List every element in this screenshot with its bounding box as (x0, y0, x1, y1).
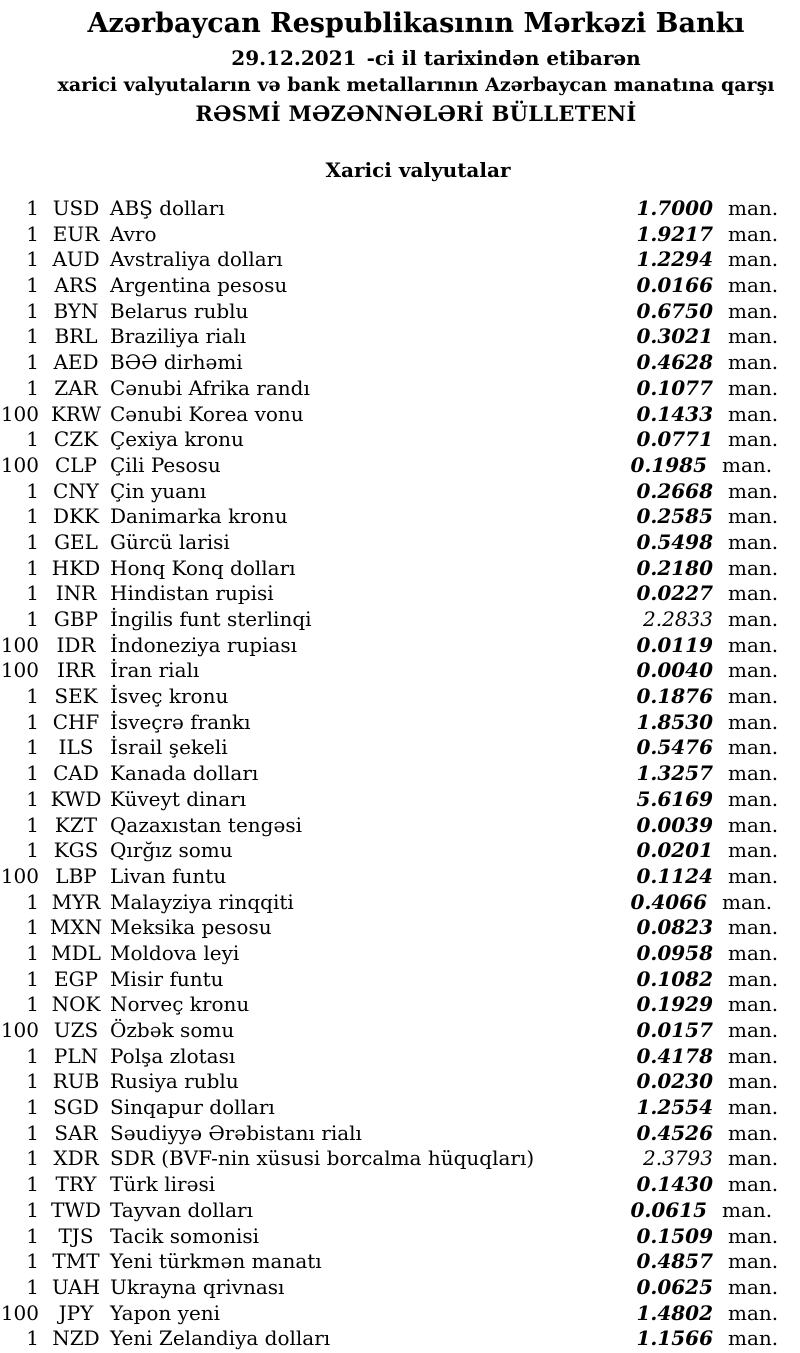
page-title: Azərbaycan Respublikasının Mərkəzi Bankı (87, 8, 745, 39)
quantity: 1 (26, 1146, 39, 1171)
rate-value: 1.2554 (636, 1095, 713, 1120)
rate-value: 0.0625 (636, 1274, 713, 1299)
quantity: 1 (26, 786, 39, 811)
exchange-rates-table (0, 196, 800, 1352)
currency-name: BƏƏ dirhəmi (110, 350, 243, 375)
unit-label: man. (722, 452, 773, 477)
quantity: 1 (26, 735, 39, 760)
currency-code: JPY (58, 1300, 94, 1325)
unit-label: man. (728, 221, 779, 246)
quantity: 1 (26, 1172, 39, 1197)
rate-row (0, 453, 800, 479)
quantity: 1 (26, 838, 39, 863)
quantity: 1 (26, 812, 39, 837)
currency-code: MXN (49, 915, 103, 940)
currency-name: Kanada dolları (110, 761, 259, 786)
unit-label: man. (728, 863, 779, 888)
rate-value: 0.2180 (636, 555, 713, 580)
rate-row (0, 299, 800, 325)
rate-value: 0.1124 (636, 863, 713, 888)
unit-label: man. (722, 889, 773, 914)
rate-value: 1.9217 (636, 221, 713, 246)
unit-label: man. (728, 581, 779, 606)
currency-name: Türk lirəsi (110, 1172, 216, 1197)
rate-row (0, 530, 800, 556)
unit-label: man. (728, 1172, 779, 1197)
currency-name: ABŞ dolları (110, 196, 225, 220)
rate-row (0, 658, 800, 684)
currency-code: TWD (51, 1197, 101, 1222)
rate-row (0, 710, 800, 736)
currency-name: Braziliya rialı (110, 324, 247, 349)
quantity: 1 (26, 684, 39, 709)
rate-value: 0.0771 (636, 427, 713, 452)
rate-value: 0.0119 (636, 632, 713, 657)
quantity: 1 (26, 478, 39, 503)
currency-name: İran rialı (110, 658, 200, 683)
effective-date: 29.12.2021 (231, 46, 357, 70)
currency-name: Malayziya rinqqiti (110, 889, 294, 914)
rate-value: 1.8530 (636, 709, 713, 734)
unit-label: man. (728, 350, 779, 375)
currency-name: Çexiya kronu (110, 427, 244, 452)
quantity: 1 (26, 581, 39, 606)
quantity: 1 (26, 1197, 39, 1222)
rate-row (0, 915, 800, 941)
unit-label: man. (728, 1274, 779, 1299)
currency-name: İngilis funt sterlinqi (110, 607, 312, 631)
rate-row (0, 350, 800, 376)
rate-value: 0.5498 (636, 529, 713, 554)
unit-label: man. (728, 555, 779, 580)
currency-code: NOK (51, 992, 101, 1017)
rate-row (0, 864, 800, 890)
currency-code: AUD (52, 247, 100, 272)
rate-value: 0.4526 (636, 1120, 713, 1145)
quantity: 1 (26, 966, 39, 991)
quantity: 1 (26, 247, 39, 272)
rate-value: 0.1876 (636, 684, 713, 709)
rate-row (0, 735, 800, 761)
currency-name: Yeni türkmən manatı (110, 1249, 322, 1274)
quantity: 100 (0, 632, 39, 657)
quantity: 1 (26, 992, 39, 1017)
currency-name: Argentina pesosu (110, 273, 288, 298)
rate-value: 5.6169 (636, 786, 713, 811)
quantity: 1 (26, 1043, 39, 1068)
currency-name: Honq Konq dolları (110, 555, 296, 580)
unit-label: man. (728, 375, 779, 400)
currency-name: Yeni Zelandiya dolları (110, 1326, 331, 1351)
currency-code: BRL (54, 324, 98, 349)
rate-value: 0.1985 (630, 452, 707, 477)
rate-value: 0.1509 (636, 1223, 713, 1248)
currency-name: Belarus rublu (110, 298, 249, 323)
rate-row (0, 1224, 800, 1250)
rate-row (0, 633, 800, 659)
quantity: 1 (26, 504, 39, 529)
section-title-foreign-currencies: Xarici valyutalar (325, 158, 511, 182)
rate-row (0, 427, 800, 453)
rate-row (0, 1018, 800, 1044)
currency-name: Avro (110, 221, 157, 246)
unit-label: man. (728, 1223, 779, 1248)
unit-label: man. (728, 684, 779, 709)
unit-label: man. (728, 298, 779, 323)
quantity: 1 (26, 889, 39, 914)
currency-name: Meksika pesosu (110, 915, 272, 940)
rate-row (0, 1146, 800, 1172)
currency-code: SAR (54, 1120, 98, 1145)
unit-label: man. (728, 786, 779, 811)
currency-name: Rusiya rublu (110, 1069, 239, 1094)
currency-code: LBP (55, 863, 97, 888)
rate-value: 0.1430 (636, 1172, 713, 1197)
quantity: 100 (0, 401, 39, 426)
quantity: 1 (26, 375, 39, 400)
rate-row (0, 504, 800, 530)
rate-row (0, 607, 800, 633)
currency-name: Tayvan dolları (110, 1197, 253, 1222)
currency-name: Çin yuanı (110, 478, 207, 503)
unit-label: man. (728, 838, 779, 863)
currency-code: GEL (54, 529, 98, 554)
currency-code: IRR (56, 658, 96, 683)
quantity: 1 (26, 273, 39, 298)
currency-name: Çili Pesosu (110, 452, 221, 477)
rate-row (0, 402, 800, 428)
unit-label: man. (728, 504, 779, 529)
unit-label: man. (728, 1326, 779, 1351)
rate-row (0, 992, 800, 1018)
rate-value: 0.0227 (636, 581, 713, 606)
unit-label: man. (728, 529, 779, 554)
quantity: 100 (0, 452, 39, 477)
currency-code: HKD (51, 555, 101, 580)
currency-code: CAD (53, 761, 99, 786)
quantity: 1 (26, 1249, 39, 1274)
currency-name: İsveç kronu (110, 684, 229, 709)
quantity: 1 (26, 298, 39, 323)
unit-label: man. (728, 1095, 779, 1120)
rate-row (0, 1198, 800, 1224)
rate-row (0, 967, 800, 993)
unit-label: man. (728, 658, 779, 683)
currency-name: Tacik somonisi (110, 1223, 260, 1248)
unit-label: man. (728, 1120, 779, 1145)
quantity: 1 (26, 324, 39, 349)
unit-label: man. (728, 632, 779, 657)
rate-row (0, 1095, 800, 1121)
unit-label: man. (728, 1018, 779, 1042)
unit-label: man. (728, 401, 779, 426)
currency-code: SEK (54, 684, 98, 709)
unit-label: man. (728, 1249, 779, 1274)
rate-value: 0.2668 (636, 478, 713, 503)
rate-value: 0.1082 (636, 966, 713, 991)
quantity: 1 (26, 196, 39, 220)
quantity: 1 (26, 1069, 39, 1094)
rate-row (0, 1069, 800, 1095)
rate-row (0, 581, 800, 607)
rate-row (0, 838, 800, 864)
rate-row (0, 684, 800, 710)
rate-value: 0.4857 (636, 1249, 713, 1274)
rate-value: 0.0157 (636, 1018, 713, 1042)
rate-value: 0.0958 (636, 940, 713, 965)
unit-label: man. (728, 1069, 779, 1094)
rate-value: 0.0040 (636, 658, 713, 683)
quantity: 100 (0, 1300, 39, 1325)
rate-value: 0.0201 (636, 838, 713, 863)
currency-code: TJS (58, 1223, 94, 1248)
unit-label: man. (728, 1043, 779, 1068)
currency-code: BYN (53, 298, 99, 323)
currency-code: ARS (54, 273, 98, 298)
unit-label: man. (728, 324, 779, 349)
unit-label: man. (728, 247, 779, 272)
rate-row (0, 324, 800, 350)
currency-code: CNY (52, 478, 99, 503)
rate-row (0, 1301, 800, 1327)
currency-name: SDR (BVF-nin xüsusi borcalma hüquqları) (110, 1146, 535, 1171)
rate-value: 1.2294 (636, 247, 713, 272)
rate-value: 0.2585 (636, 504, 713, 529)
unit-label: man. (728, 940, 779, 965)
rate-value: 0.4178 (636, 1043, 713, 1068)
currency-name: İsveçrə frankı (110, 709, 251, 734)
unit-label: man. (728, 761, 779, 786)
rate-value: 0.4628 (636, 350, 713, 375)
currency-name: Avstraliya dolları (110, 247, 283, 272)
rate-value: 1.1566 (636, 1326, 713, 1351)
effective-date-line (0, 46, 800, 70)
unit-label: man. (728, 812, 779, 837)
currency-name: Moldova leyi (110, 940, 240, 965)
unit-label: man. (728, 1300, 779, 1325)
currency-code: IDR (56, 632, 96, 657)
currency-code: INR (55, 581, 97, 606)
unit-label: man. (722, 1197, 773, 1222)
rate-row (0, 1044, 800, 1070)
currency-name: Sinqapur dolları (110, 1095, 275, 1120)
rate-row (0, 222, 800, 248)
rate-value: 0.1077 (636, 375, 713, 400)
currency-code: KGS (53, 838, 99, 863)
currency-name: Danimarka kronu (110, 504, 288, 529)
currency-code: UZS (53, 1018, 99, 1042)
quantity: 1 (26, 607, 39, 631)
quantity: 1 (26, 709, 39, 734)
currency-name: Özbək somu (110, 1018, 235, 1042)
rate-row (0, 813, 800, 839)
unit-label: man. (728, 966, 779, 991)
currency-code: TMT (52, 1249, 100, 1274)
rate-row (0, 1249, 800, 1275)
currency-name: Gürcü larisi (110, 529, 230, 554)
currency-code: RUB (52, 1069, 100, 1094)
currency-name: İndoneziya rupiası (110, 632, 298, 657)
quantity: 100 (0, 1018, 39, 1042)
rate-row (0, 376, 800, 402)
currency-code: CZK (53, 427, 99, 452)
currency-code: EUR (52, 221, 100, 246)
currency-code: SGD (53, 1095, 99, 1120)
currency-code: DKK (53, 504, 99, 529)
currency-name: Ukrayna qrivnası (110, 1274, 285, 1299)
quantity: 1 (26, 940, 39, 965)
rate-row (0, 1172, 800, 1198)
currency-code: UAH (51, 1274, 101, 1299)
currency-name: Səudiyyə Ərəbistanı rialı (110, 1120, 362, 1145)
currency-code: MYR (51, 889, 101, 914)
rate-value: 2.2833 (643, 607, 713, 631)
currency-name: Norveç kronu (110, 992, 250, 1017)
quantity: 1 (26, 915, 39, 940)
quantity: 1 (26, 1095, 39, 1120)
quantity: 1 (26, 1120, 39, 1145)
quantity: 1 (26, 529, 39, 554)
unit-label: man. (728, 607, 779, 631)
currency-code: KRW (50, 401, 102, 426)
unit-label: man. (728, 478, 779, 503)
currency-name: İsrail şekeli (110, 735, 228, 760)
rate-value: 0.3021 (636, 324, 713, 349)
rate-value: 0.0039 (636, 812, 713, 837)
currency-code: NZD (52, 1326, 100, 1351)
rate-value: 0.5476 (636, 735, 713, 760)
currency-code: ZAR (54, 375, 98, 400)
rate-value: 0.0230 (636, 1069, 713, 1094)
quantity: 1 (26, 427, 39, 452)
currency-code: ILS (58, 735, 94, 760)
currency-name: Livan funtu (110, 863, 227, 888)
quantity: 1 (26, 1326, 39, 1351)
quantity: 1 (26, 221, 39, 246)
rate-row (0, 273, 800, 299)
quantity: 1 (26, 555, 39, 580)
unit-label: man. (728, 427, 779, 452)
unit-label: man. (728, 735, 779, 760)
quantity: 1 (26, 1223, 39, 1248)
quantity: 100 (0, 658, 39, 683)
currency-code: USD (52, 196, 100, 220)
currency-code: KZT (54, 812, 98, 837)
effective-date-suffix: -ci il tarixindən etibarən (366, 46, 641, 70)
rate-value: 0.1929 (636, 992, 713, 1017)
rate-row (0, 1326, 800, 1352)
rate-row (0, 1121, 800, 1147)
subject-line: xarici valyutaların və bank metallarının Azərbaycan manatına qarşı (57, 74, 775, 96)
unit-label: man. (728, 915, 779, 940)
rate-value: 0.0166 (636, 273, 713, 298)
currency-code: EGP (53, 966, 99, 991)
unit-label: man. (728, 196, 779, 220)
rate-value: 1.7000 (636, 196, 713, 220)
unit-label: man. (728, 992, 779, 1017)
rate-value: 1.3257 (636, 761, 713, 786)
rate-row (0, 787, 800, 813)
currency-code: PLN (53, 1043, 99, 1068)
currency-name: Cənubi Afrika randı (110, 375, 310, 400)
currency-name: Hindistan rupisi (110, 581, 274, 606)
rate-row (0, 556, 800, 582)
rate-row (0, 761, 800, 787)
currency-name: Cənubi Korea vonu (110, 401, 304, 426)
currency-name: Polşa zlotası (110, 1043, 236, 1068)
rate-value: 0.0615 (630, 1197, 707, 1222)
currency-code: CHF (52, 709, 100, 734)
rate-value: 0.6750 (636, 298, 713, 323)
currency-code: GBP (53, 607, 99, 631)
currency-code: KWD (50, 786, 102, 811)
rate-row (0, 196, 800, 222)
rate-value: 0.1433 (636, 401, 713, 426)
quantity: 100 (0, 863, 39, 888)
rate-row (0, 890, 800, 916)
currency-name: Misir funtu (110, 966, 224, 991)
quantity: 1 (26, 761, 39, 786)
currency-code: AED (53, 350, 99, 375)
currency-code: MDL (51, 940, 101, 965)
rate-value: 0.4066 (630, 889, 707, 914)
rate-row (0, 941, 800, 967)
currency-code: CLP (54, 452, 98, 477)
bulletin-title: RƏSMİ MƏZƏNNƏLƏRİ BÜLLETENİ (195, 101, 637, 126)
currency-code: TRY (55, 1172, 97, 1197)
rate-row (0, 479, 800, 505)
quantity: 1 (26, 350, 39, 375)
currency-name: Qazaxıstan tengəsi (110, 812, 302, 837)
currency-name: Yapon yeni (110, 1300, 221, 1325)
rate-value: 0.0823 (636, 915, 713, 940)
rate-row (0, 1275, 800, 1301)
currency-code: XDR (53, 1146, 99, 1171)
rate-row (0, 247, 800, 273)
currency-name: Qırğız somu (110, 838, 233, 863)
unit-label: man. (728, 273, 779, 298)
rate-value: 2.3793 (643, 1146, 713, 1171)
unit-label: man. (728, 709, 779, 734)
rate-value: 1.4802 (636, 1300, 713, 1325)
unit-label: man. (728, 1146, 779, 1171)
quantity: 1 (26, 1274, 39, 1299)
currency-name: Küveyt dinarı (110, 786, 247, 811)
